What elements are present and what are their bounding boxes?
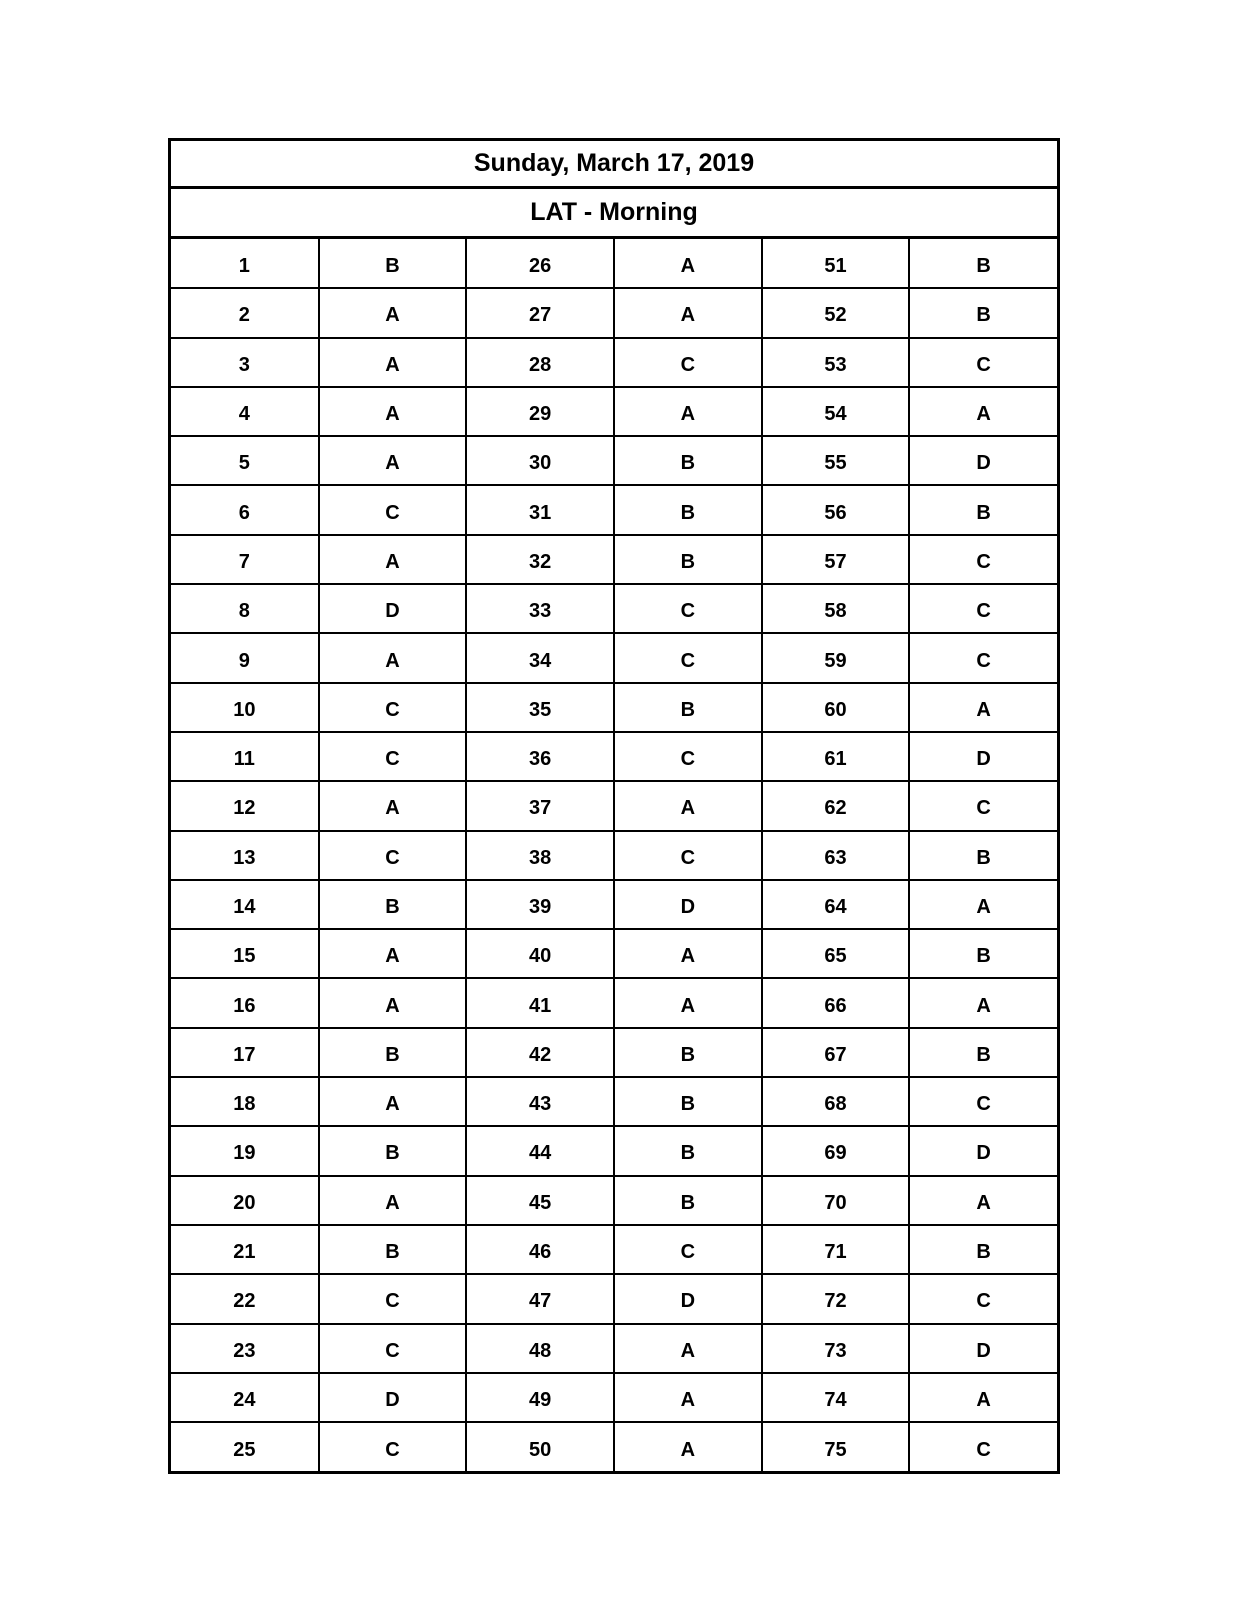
answer-cell: A	[614, 1373, 762, 1422]
answer-cell: B	[614, 1028, 762, 1077]
answer-cell: B	[614, 535, 762, 584]
answer-key-sheet	[168, 138, 1060, 1474]
answer-cell: B	[614, 1077, 762, 1126]
question-number-cell: 17	[171, 1028, 319, 1077]
question-number-cell: 55	[762, 436, 910, 485]
question-number-cell: 69	[762, 1126, 910, 1175]
answer-cell: A	[909, 1373, 1057, 1422]
question-number-cell: 52	[762, 288, 910, 337]
question-number-cell: 14	[171, 880, 319, 929]
question-number-cell: 11	[171, 732, 319, 781]
question-number-cell: 35	[466, 683, 614, 732]
question-number-cell: 37	[466, 781, 614, 830]
question-number-cell: 46	[466, 1225, 614, 1274]
answer-cell: C	[909, 633, 1057, 682]
question-number-cell: 13	[171, 831, 319, 880]
answer-cell: A	[614, 978, 762, 1027]
question-number-cell: 65	[762, 929, 910, 978]
answer-cell: B	[319, 1126, 467, 1175]
question-number-cell: 34	[466, 633, 614, 682]
answer-cell: C	[614, 831, 762, 880]
answer-cell: D	[909, 1126, 1057, 1175]
table-row	[171, 338, 1057, 387]
table-row	[171, 781, 1057, 830]
table-row	[171, 485, 1057, 534]
question-number-cell: 24	[171, 1373, 319, 1422]
question-number-cell: 49	[466, 1373, 614, 1422]
question-number-cell: 32	[466, 535, 614, 584]
answer-cell: A	[909, 880, 1057, 929]
answer-table-body	[171, 239, 1057, 1471]
answer-cell: D	[319, 1373, 467, 1422]
answer-cell: C	[614, 1225, 762, 1274]
table-row	[171, 1274, 1057, 1323]
question-number-cell: 38	[466, 831, 614, 880]
answer-cell: B	[909, 1225, 1057, 1274]
question-number-cell: 54	[762, 387, 910, 436]
question-number-cell: 2	[171, 288, 319, 337]
answer-cell: A	[614, 387, 762, 436]
question-number-cell: 39	[466, 880, 614, 929]
question-number-cell: 74	[762, 1373, 910, 1422]
answer-cell: B	[909, 831, 1057, 880]
table-row	[171, 1176, 1057, 1225]
table-row	[171, 1126, 1057, 1175]
answer-cell: B	[909, 288, 1057, 337]
answer-cell: C	[909, 781, 1057, 830]
table-row	[171, 978, 1057, 1027]
answer-cell: A	[319, 436, 467, 485]
question-number-cell: 20	[171, 1176, 319, 1225]
question-number-cell: 23	[171, 1324, 319, 1373]
question-number-cell: 19	[171, 1126, 319, 1175]
answer-cell: A	[614, 239, 762, 288]
answer-cell: A	[319, 338, 467, 387]
table-row	[171, 683, 1057, 732]
answer-cell: D	[614, 1274, 762, 1323]
answer-cell: B	[614, 1176, 762, 1225]
table-row	[171, 929, 1057, 978]
question-number-cell: 72	[762, 1274, 910, 1323]
table-row	[171, 633, 1057, 682]
answer-cell: B	[614, 683, 762, 732]
question-number-cell: 64	[762, 880, 910, 929]
answer-cell: A	[909, 978, 1057, 1027]
answer-cell: C	[614, 338, 762, 387]
table-row	[171, 1225, 1057, 1274]
answer-cell: A	[319, 781, 467, 830]
question-number-cell: 6	[171, 485, 319, 534]
answer-cell: C	[319, 831, 467, 880]
table-row	[171, 535, 1057, 584]
question-number-cell: 73	[762, 1324, 910, 1373]
question-number-cell: 42	[466, 1028, 614, 1077]
question-number-cell: 18	[171, 1077, 319, 1126]
question-number-cell: 36	[466, 732, 614, 781]
answer-table	[171, 239, 1057, 1471]
table-row	[171, 880, 1057, 929]
table-row	[171, 387, 1057, 436]
question-number-cell: 7	[171, 535, 319, 584]
answer-cell: C	[909, 1274, 1057, 1323]
session-title	[171, 189, 1057, 239]
table-row	[171, 436, 1057, 485]
answer-cell: B	[614, 1126, 762, 1175]
answer-cell: A	[319, 387, 467, 436]
question-number-cell: 15	[171, 929, 319, 978]
answer-cell: B	[909, 1028, 1057, 1077]
answer-cell: A	[614, 929, 762, 978]
question-number-cell: 43	[466, 1077, 614, 1126]
table-row	[171, 239, 1057, 288]
answer-cell: C	[319, 485, 467, 534]
answer-cell: A	[319, 1176, 467, 1225]
answer-cell: B	[614, 436, 762, 485]
question-number-cell: 26	[466, 239, 614, 288]
question-number-cell: 75	[762, 1422, 910, 1471]
answer-cell: D	[319, 584, 467, 633]
answer-cell: B	[319, 880, 467, 929]
answer-cell: C	[614, 584, 762, 633]
question-number-cell: 16	[171, 978, 319, 1027]
answer-cell: A	[909, 1176, 1057, 1225]
answer-cell: B	[319, 1028, 467, 1077]
session-title-text: LAT - Morning	[530, 198, 698, 226]
answer-cell: B	[909, 239, 1057, 288]
answer-cell: B	[909, 485, 1057, 534]
question-number-cell: 27	[466, 288, 614, 337]
answer-cell: C	[909, 338, 1057, 387]
question-number-cell: 40	[466, 929, 614, 978]
question-number-cell: 5	[171, 436, 319, 485]
question-number-cell: 47	[466, 1274, 614, 1323]
answer-cell: A	[614, 1324, 762, 1373]
question-number-cell: 30	[466, 436, 614, 485]
question-number-cell: 56	[762, 485, 910, 534]
answer-cell: D	[909, 436, 1057, 485]
answer-cell: C	[976, 1438, 991, 1461]
question-number-cell: 10	[171, 683, 319, 732]
answer-cell: A	[614, 288, 762, 337]
question-number-cell: 1	[171, 239, 319, 288]
question-number-cell: 12	[171, 781, 319, 830]
answer-cell: C	[614, 732, 762, 781]
question-number-cell: 50	[466, 1422, 614, 1471]
table-row	[171, 1324, 1057, 1373]
question-number-cell: 61	[762, 732, 910, 781]
question-number-cell: 51	[762, 239, 910, 288]
question-number-cell: 66	[762, 978, 910, 1027]
question-number-cell: 3	[171, 338, 319, 387]
question-number-cell: 25	[171, 1422, 319, 1471]
question-number-cell: 57	[762, 535, 910, 584]
answer-cell: A	[319, 929, 467, 978]
answer-cell: A	[614, 1422, 762, 1471]
table-row	[171, 1028, 1057, 1077]
answer-cell: A	[614, 781, 762, 830]
answer-cell: C	[319, 732, 467, 781]
question-number-cell: 28	[466, 338, 614, 387]
table-row	[171, 831, 1057, 880]
question-number-cell: 9	[171, 633, 319, 682]
answer-cell: A	[909, 683, 1057, 732]
answer-cell: A	[319, 633, 467, 682]
question-number-cell: 21	[171, 1225, 319, 1274]
question-number-cell: 59	[762, 633, 910, 682]
answer-cell: A	[319, 535, 467, 584]
question-number-cell: 63	[762, 831, 910, 880]
answer-cell: D	[614, 880, 762, 929]
answer-cell: C	[909, 584, 1057, 633]
question-number-cell: 33	[466, 584, 614, 633]
answer-cell: A	[909, 387, 1057, 436]
question-number-cell: 45	[466, 1176, 614, 1225]
answer-cell: A	[319, 288, 467, 337]
question-number-cell: 68	[762, 1077, 910, 1126]
answer-cell: B	[319, 1225, 467, 1274]
answer-cell: D	[909, 1324, 1057, 1373]
answer-cell: C	[319, 1324, 467, 1373]
table-row	[171, 1422, 1057, 1471]
question-number-cell: 31	[466, 485, 614, 534]
answer-cell: B	[319, 239, 467, 288]
question-number-cell: 58	[762, 584, 910, 633]
table-row	[171, 584, 1057, 633]
answer-cell: C	[319, 1274, 467, 1323]
question-number-cell: 29	[466, 387, 614, 436]
question-number-cell: 8	[171, 584, 319, 633]
question-number-cell: 60	[762, 683, 910, 732]
table-row	[171, 1373, 1057, 1422]
answer-cell: B	[614, 485, 762, 534]
table-row	[171, 732, 1057, 781]
question-number-cell: 71	[762, 1225, 910, 1274]
date-title-text: Sunday, March 17, 2019	[473, 149, 755, 177]
question-number-cell: 48	[466, 1324, 614, 1373]
table-row	[171, 1077, 1057, 1126]
answer-cell: C	[319, 683, 467, 732]
table-row	[171, 288, 1057, 337]
question-number-cell: 62	[762, 781, 910, 830]
answer-cell: C	[614, 633, 762, 682]
question-number-cell: 41	[466, 978, 614, 1027]
question-number-cell: 4	[171, 387, 319, 436]
question-number-cell: 44	[466, 1126, 614, 1175]
answer-cell: C	[319, 1422, 467, 1471]
question-number-cell: 22	[171, 1274, 319, 1323]
answer-cell: A	[319, 1077, 467, 1126]
question-number-cell: 53	[762, 338, 910, 387]
answer-cell: C	[909, 1077, 1057, 1126]
answer-cell: B	[909, 929, 1057, 978]
answer-cell: D	[909, 732, 1057, 781]
question-number-cell: 67	[762, 1028, 910, 1077]
answer-cell: A	[319, 978, 467, 1027]
date-title	[171, 141, 1057, 189]
answer-cell: C	[909, 535, 1057, 584]
question-number-cell: 70	[762, 1176, 910, 1225]
